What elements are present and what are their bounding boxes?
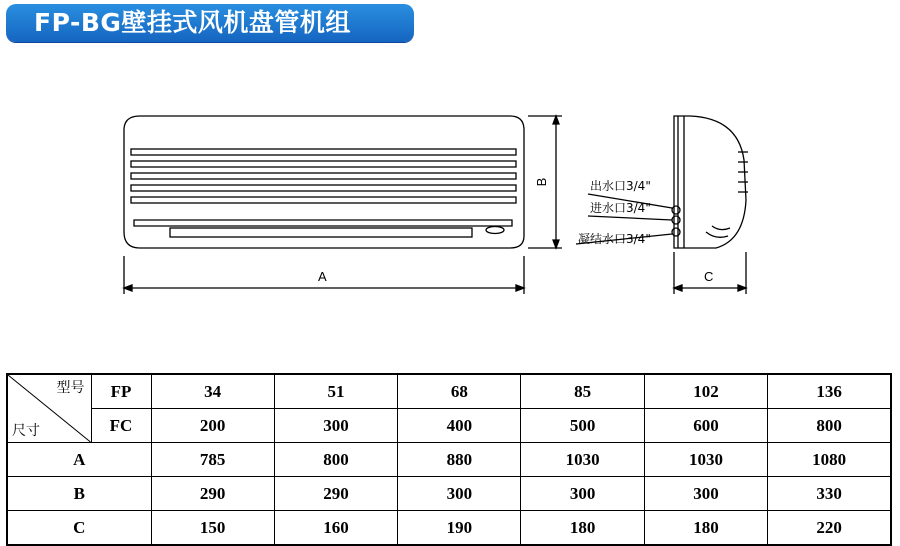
- pipe-inlet-port: [672, 216, 680, 224]
- corner-size-label: 尺寸: [12, 423, 40, 439]
- row-label: A: [7, 443, 151, 477]
- corner-cell: [7, 374, 91, 443]
- table-cell: 160: [274, 511, 397, 546]
- table-cell: 190: [398, 511, 521, 546]
- table-cell: 300: [644, 477, 767, 511]
- side-view-body: [674, 116, 746, 248]
- table-cell: 290: [151, 477, 274, 511]
- row-label: B: [7, 477, 151, 511]
- table-cell: 34: [151, 374, 274, 409]
- side-louvres: [738, 152, 748, 192]
- pipe-inlet-label: 进水口3/4": [590, 201, 651, 215]
- table-cell: 1080: [768, 443, 891, 477]
- table-cell: 102: [644, 374, 767, 409]
- pipe-outlet-label: 出水口3/4": [590, 179, 651, 193]
- table-cell: 500: [521, 409, 644, 443]
- table-cell: 300: [274, 409, 397, 443]
- table-cell: 68: [398, 374, 521, 409]
- row-label: FP: [91, 374, 151, 409]
- pipe-outlet-port: [672, 206, 680, 214]
- table-cell: 290: [274, 477, 397, 511]
- table-cell: 800: [768, 409, 891, 443]
- table-cell: 1030: [644, 443, 767, 477]
- table-cell: 200: [151, 409, 274, 443]
- table-cell: 400: [398, 409, 521, 443]
- table-cell: 1030: [521, 443, 644, 477]
- table-cell: 51: [274, 374, 397, 409]
- table-row: [7, 477, 891, 511]
- table-cell: 136: [768, 374, 891, 409]
- table-cell: 330: [768, 477, 891, 511]
- page-title: FP-BG壁挂式风机盘管机组: [34, 8, 351, 37]
- dim-b-label: B: [534, 177, 549, 187]
- corner-model-label: 型号: [56, 380, 85, 396]
- table-row: [7, 409, 891, 443]
- table-cell: 600: [644, 409, 767, 443]
- front-outlet-vane: [170, 228, 472, 237]
- dim-c-label: C: [704, 269, 714, 284]
- table-cell: 180: [521, 511, 644, 546]
- row-label: FC: [91, 409, 151, 443]
- table-cell: 300: [398, 477, 521, 511]
- table-row: [7, 511, 891, 546]
- dim-a-label: A: [318, 269, 327, 284]
- front-outlet: [134, 220, 512, 226]
- table-row: [7, 443, 891, 477]
- row-label: C: [7, 511, 151, 546]
- table-cell: 880: [398, 443, 521, 477]
- table-cell: 300: [521, 477, 644, 511]
- pipe-condensate-port: [672, 228, 680, 236]
- table-cell: 785: [151, 443, 274, 477]
- pipe-condensate-label: 凝结水口3/4": [578, 232, 651, 246]
- table-row: [7, 374, 891, 409]
- front-indicator: [486, 227, 504, 234]
- front-louvres: [131, 149, 516, 203]
- table-cell: 220: [768, 511, 891, 546]
- spec-table: [6, 373, 892, 546]
- table-cell: 800: [274, 443, 397, 477]
- table-cell: 85: [521, 374, 644, 409]
- table-cell: 180: [644, 511, 767, 546]
- table-cell: 150: [151, 511, 274, 546]
